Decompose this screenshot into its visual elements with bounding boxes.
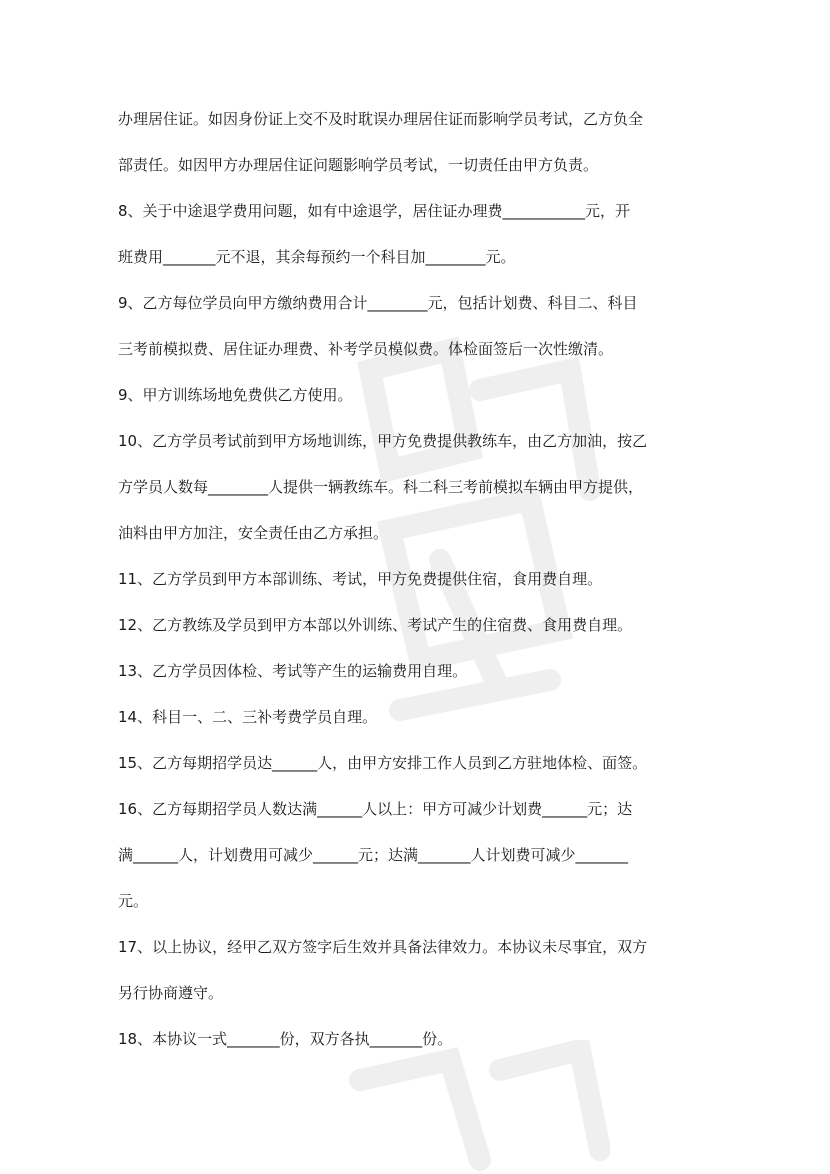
text-line: 11、乙方学员到甲方本部训练、考试，甲方免费提供住宿，食用费自理。 xyxy=(118,570,603,588)
text-line: 9、甲方训练场地免费供乙方使用。 xyxy=(118,386,353,404)
clause-9-training-ground xyxy=(118,380,718,410)
text-line: 部责任。如因甲方办理居住证问题影响学员考试，一切责任由甲方负责。 xyxy=(118,156,599,174)
text-line: 元。 xyxy=(118,892,149,910)
text-line: 14、科目一、二、三补考费学员自理。 xyxy=(118,708,378,726)
clause-12 xyxy=(118,610,718,640)
text-line: 9、乙方每位学员向甲方缴纳费用合计________元，包括计划费、科目二、科目 xyxy=(118,294,638,312)
text-line: 油料由甲方加注，安全责任由乙方承担。 xyxy=(118,524,389,542)
text-line: 满______人，计划费用可减少______元；达满_______人计划费可减少_______ xyxy=(118,846,629,864)
clause-10 xyxy=(118,426,718,548)
clause-9-fees xyxy=(118,288,718,364)
text-line: 15、乙方每期招学员达______人，由甲方安排工作人员到乙方驻地体检、面签。 xyxy=(118,754,648,772)
clause-8 xyxy=(118,196,718,272)
text-line: 另行协商遵守。 xyxy=(118,984,224,1002)
clause-18 xyxy=(118,1024,718,1054)
clause-16 xyxy=(118,794,718,916)
text-line: 17、以上协议，经甲乙双方签字后生效并具备法律效力。本协议未尽事宜，双方 xyxy=(118,938,648,956)
text-line: 方学员人数每________人提供一辆教练车。科二科三考前模拟车辆由甲方提供， xyxy=(118,478,644,496)
document-body xyxy=(118,104,718,1070)
text-line: 16、乙方每期招学员人数达满______人以上：甲方可减少计划费______元；达 xyxy=(118,800,633,818)
text-line: 8、关于中途退学费用问题，如有中途退学，居住证办理费___________元，开 xyxy=(118,202,631,220)
text-line: 10、乙方学员考试前到甲方场地训练，甲方免费提供教练车，由乙方加油，按乙 xyxy=(118,432,648,450)
clause-11 xyxy=(118,564,718,594)
clause-13 xyxy=(118,656,718,686)
paragraph-residence-permit xyxy=(118,104,718,180)
clause-17 xyxy=(118,932,718,1008)
text-line: 办理居住证。如因身份证上交不及时耽误办理居住证而影响学员考试，乙方负全 xyxy=(118,110,644,128)
clause-15 xyxy=(118,748,718,778)
text-line: 三考前模拟费、居住证办理费、补考学员模似费。体检面签后一次性缴清。 xyxy=(118,340,614,358)
text-line: 18、本协议一式_______份，双方各执_______份。 xyxy=(118,1030,453,1048)
text-line: 班费用_______元不退，其余每预约一个科目加________元。 xyxy=(118,248,516,266)
text-line: 12、乙方教练及学员到甲方本部以外训练、考试产生的住宿费、食用费自理。 xyxy=(118,616,633,634)
clause-14 xyxy=(118,702,718,732)
text-line: 13、乙方学员因体检、考试等产生的运输费用自理。 xyxy=(118,662,468,680)
